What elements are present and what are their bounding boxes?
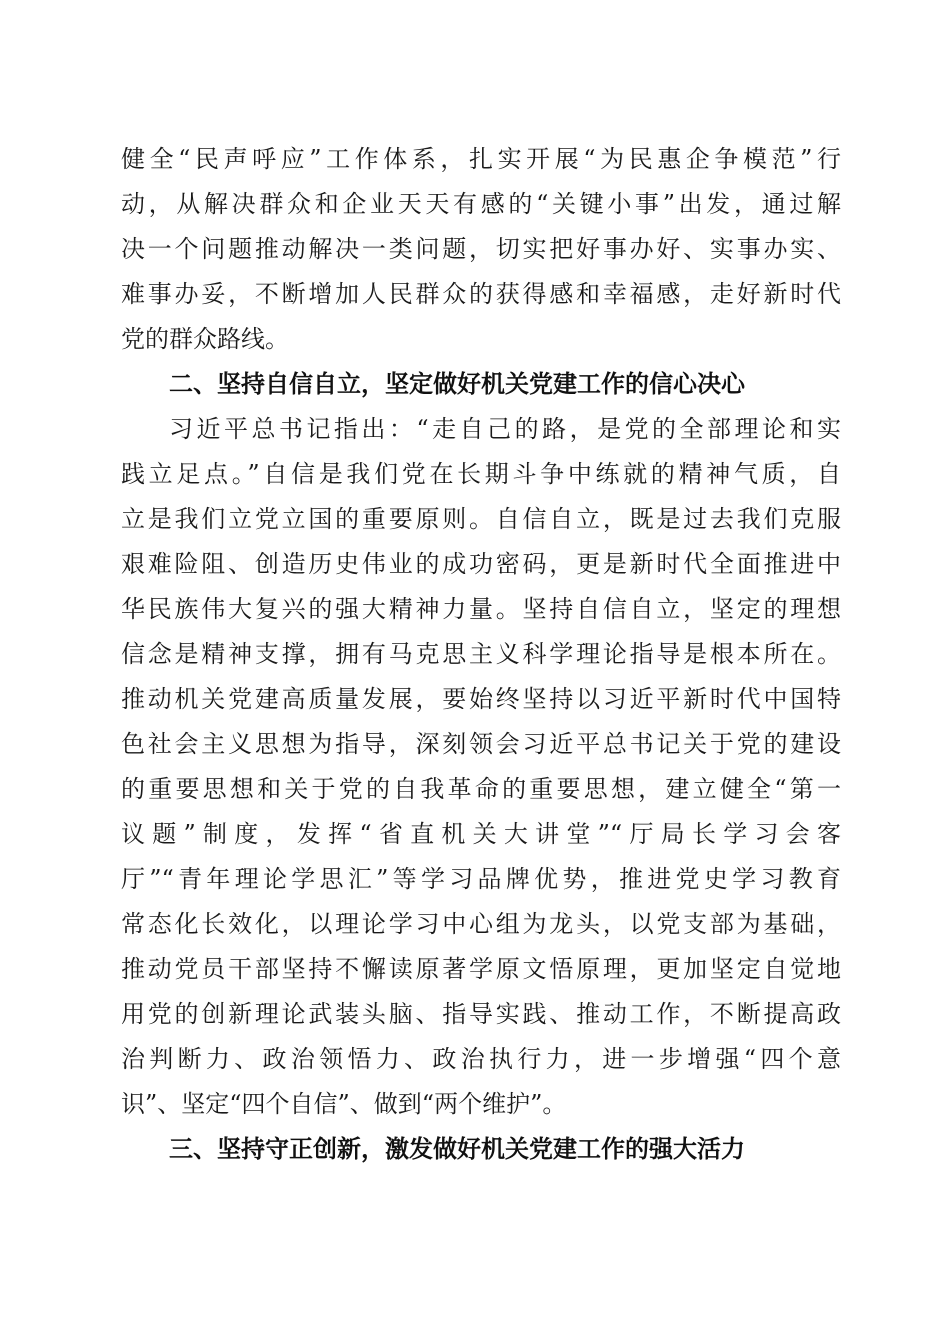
paragraph-line: 推动党员干部坚持不懈读原著学原文悟原理，更加坚定自觉地 (121, 955, 841, 983)
paragraph-line: 动，从解决群众和企业天天有感的“关键小事”出发，通过解 (121, 190, 841, 218)
paragraph-line: 践立足点。”自信是我们党在长期斗争中练就的精神气质，自 (121, 460, 841, 488)
paragraph-line: 健全“民声呼应”工作体系，扎实开展“为民惠企争模范”行 (121, 145, 841, 173)
paragraph-line: 难事办妥，不断增加人民群众的获得感和幸福感，走好新时代 (121, 280, 841, 308)
paragraph-line: 信念是精神支撑，拥有马克思主义科学理论指导是根本所在。 (121, 640, 841, 668)
paragraph-line: 推动机关党建高质量发展，要始终坚持以习近平新时代中国特 (121, 685, 841, 713)
paragraph-line: 色社会主义思想为指导，深刻领会习近平总书记关于党的建设 (121, 730, 841, 758)
section-heading-3: 三、坚持守正创新，激发做好机关党建工作的强大活力 (169, 1135, 745, 1163)
paragraph-line: 常态化长效化，以理论学习中心组为龙头，以党支部为基础， (121, 910, 841, 938)
paragraph-line: 用党的创新理论武装头脑、指导实践、推动工作，不断提高政 (121, 1000, 841, 1028)
paragraph-line: 党的群众路线。 (121, 325, 289, 353)
paragraph-line: 厅”“青年理论学思汇”等学习品牌优势，推进党史学习教育 (121, 865, 841, 893)
paragraph-line: 议题”制度，发挥“省直机关大讲堂”“厅局长学习会客 (121, 820, 841, 848)
paragraph-line: 的重要思想和关于党的自我革命的重要思想，建立健全“第一 (121, 775, 841, 803)
paragraph-line: 立是我们立党立国的重要原则。自信自立，既是过去我们克服 (121, 505, 841, 533)
paragraph-line: 习近平总书记指出：“走自己的路，是党的全部理论和实 (169, 415, 841, 443)
paragraph-line: 华民族伟大复兴的强大精神力量。坚持自信自立，坚定的理想 (121, 595, 841, 623)
paragraph-line: 识”、坚定“四个自信”、做到“两个维护”。 (121, 1090, 567, 1118)
paragraph-line: 艰难险阻、创造历史伟业的成功密码，更是新时代全面推进中 (121, 550, 841, 578)
paragraph-line: 决一个问题推动解决一类问题，切实把好事办好、实事办实、 (121, 235, 841, 263)
section-heading-2: 二、坚持自信自立，坚定做好机关党建工作的信心决心 (169, 370, 745, 398)
paragraph-line: 治判断力、政治领悟力、政治执行力，进一步增强“四个意 (121, 1045, 841, 1073)
